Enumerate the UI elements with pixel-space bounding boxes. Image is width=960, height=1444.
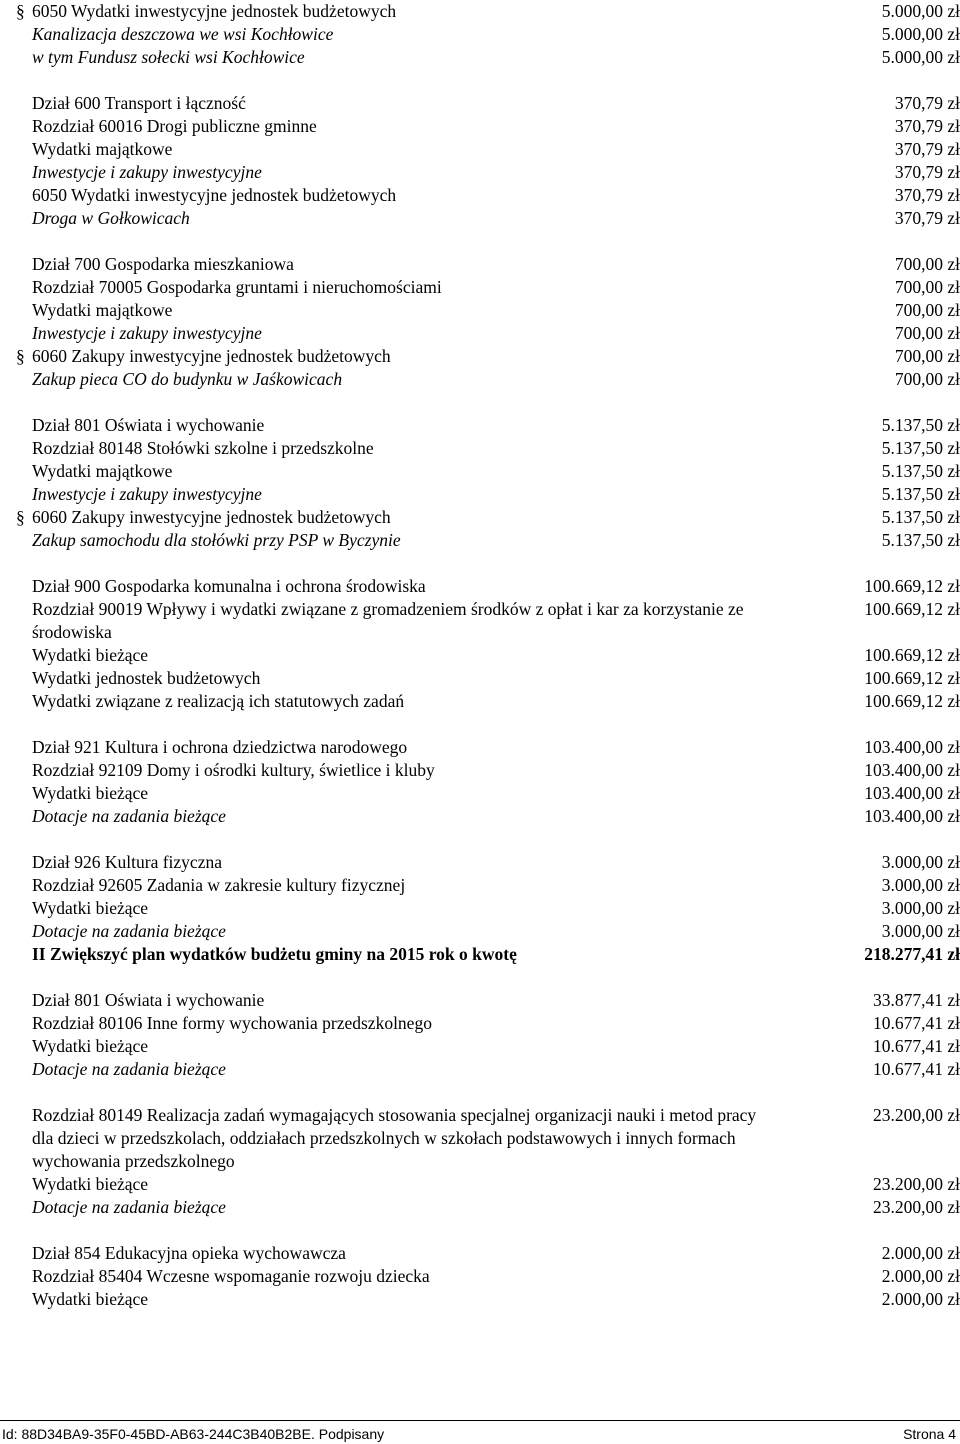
budget-row: [32, 575, 960, 598]
page-number: Strona 4: [903, 1426, 956, 1442]
budget-row-label: Wydatki bieżące: [32, 1289, 149, 1309]
budget-row-amount: 5.000,00 zł: [881, 24, 960, 44]
budget-row: [32, 437, 960, 460]
budget-row-amount: 700,00 zł: [894, 346, 960, 366]
budget-row-amount: 33.877,41 zł: [872, 990, 960, 1010]
budget-row-amount: 5.137,50 zł: [881, 484, 960, 504]
budget-row: [32, 368, 960, 391]
budget-row: [32, 276, 960, 299]
budget-row: [32, 920, 960, 943]
budget-row: [32, 1058, 960, 1081]
budget-row: [32, 644, 960, 667]
budget-row: [32, 667, 960, 690]
budget-row-label: Droga w Gołkowicach: [32, 208, 190, 228]
budget-row-label: Inwestycje i zakupy inwestycyjne: [32, 323, 262, 343]
budget-row-amount: 5.137,50 zł: [881, 530, 960, 550]
budget-row-amount: 23.200,00 zł: [872, 1174, 960, 1194]
budget-row-label: Rozdział 85404 Wczesne wspomaganie rozwoju dziecka: [32, 1266, 430, 1286]
budget-row-amount: 700,00 zł: [894, 323, 960, 343]
budget-row: [32, 1104, 960, 1173]
budget-row-amount: 100.669,12 zł: [864, 576, 960, 596]
budget-row-label: II Zwiększyć plan wydatków budżetu gminy na 2015 rok o kwotę: [32, 944, 517, 964]
budget-row-amount: 10.677,41 zł: [872, 1036, 960, 1056]
budget-row: [32, 92, 960, 115]
budget-row-label: 6050 Wydatki inwestycyjne jednostek budżetowych: [32, 185, 397, 205]
budget-row-amount: 370,79 zł: [894, 208, 960, 228]
budget-row-label: Rozdział 70005 Gospodarka gruntami i nieruchomościami: [32, 277, 442, 297]
budget-row-label: Dział 600 Transport i łączność: [32, 93, 246, 113]
budget-row: [32, 690, 960, 713]
budget-row-label: Inwestycje i zakupy inwestycyjne: [32, 162, 262, 182]
budget-row: [32, 598, 960, 644]
budget-row-label: Wydatki jednostek budżetowych: [32, 668, 261, 688]
budget-row-label: Wydatki związane z realizacją ich statutowych zadań: [32, 691, 405, 711]
budget-row-label: Dotacje na zadania bieżące: [32, 921, 226, 941]
budget-row: [32, 115, 960, 138]
budget-row-label: Wydatki majątkowe: [32, 300, 173, 320]
page-footer: [0, 1424, 960, 1444]
budget-row: [32, 299, 960, 322]
budget-row-label: Inwestycje i zakupy inwestycyjne: [32, 484, 262, 504]
budget-row: [32, 161, 960, 184]
budget-row-label: 6060 Zakupy inwestycyjne jednostek budżetowych: [32, 346, 391, 366]
budget-row-label: Dział 801 Oświata i wychowanie: [32, 415, 265, 435]
budget-row: [32, 874, 960, 897]
budget-row: [32, 897, 960, 920]
budget-row-amount: 100.669,12 zł: [864, 599, 960, 619]
budget-row-amount: 103.400,00 zł: [864, 737, 960, 757]
budget-row-amount: 2.000,00 zł: [881, 1243, 960, 1263]
budget-row-label: w tym Fundusz sołecki wsi Kochłowice: [32, 47, 305, 67]
budget-row-label: Dotacje na zadania bieżące: [32, 1059, 226, 1079]
budget-row-amount: 700,00 zł: [894, 277, 960, 297]
budget-row: [32, 759, 960, 782]
budget-row-amount: 5.137,50 zł: [881, 438, 960, 458]
budget-row-label: 6060 Zakupy inwestycyjne jednostek budżetowych: [32, 507, 391, 527]
budget-row-amount: 10.677,41 zł: [872, 1059, 960, 1079]
budget-row: [32, 1173, 960, 1196]
budget-row-amount: 370,79 zł: [894, 185, 960, 205]
budget-row-amount: 23.200,00 zł: [872, 1197, 960, 1217]
budget-row: [32, 736, 960, 759]
budget-row: [32, 851, 960, 874]
budget-row-label: Rozdział 92605 Zadania w zakresie kultury fizycznej: [32, 875, 406, 895]
budget-row-label: Rozdział 80148 Stołówki szkolne i przedszkolne: [32, 438, 374, 458]
budget-row: [32, 46, 960, 69]
budget-row-label: Rozdział 80149 Realizacja zadań wymagających stosowania specjalnej organizacji nauki i metod pracy dla dzieci w przedszkolach, oddziałach przedszkolnych w szkołach podstawowych i innych formach wychowania przedszkolnego: [32, 1105, 757, 1171]
budget-row-amount: 5.000,00 zł: [881, 47, 960, 67]
budget-row: [32, 1196, 960, 1219]
budget-row-label: Rozdział 90019 Wpływy i wydatki związane z gromadzeniem środków z opłat i kar za korzystanie ze środowiska: [32, 599, 744, 642]
budget-row-label: 6050 Wydatki inwestycyjne jednostek budżetowych: [32, 1, 397, 21]
document-id: Id: 88D34BA9-35F0-45BD-AB63-244C3B40B2BE. Podpisany: [2, 1426, 385, 1442]
budget-row: [32, 207, 960, 230]
budget-row: [32, 138, 960, 161]
budget-row-amount: 100.669,12 zł: [864, 668, 960, 688]
budget-row-amount: 103.400,00 zł: [864, 760, 960, 780]
budget-row: [16, 345, 960, 368]
budget-row: [32, 483, 960, 506]
budget-row-label: Zakup samochodu dla stołówki przy PSP w Byczynie: [32, 530, 401, 550]
budget-row-amount: 10.677,41 zł: [872, 1013, 960, 1033]
budget-row-label: Kanalizacja deszczowa we wsi Kochłowice: [32, 24, 334, 44]
budget-row: [32, 253, 960, 276]
budget-row-amount: 2.000,00 zł: [881, 1266, 960, 1286]
budget-row-amount: 370,79 zł: [894, 93, 960, 113]
budget-row: [32, 1265, 960, 1288]
budget-row-label: Dział 926 Kultura fizyczna: [32, 852, 222, 872]
budget-row: [16, 506, 960, 529]
budget-row-label: Dział 854 Edukacyjna opieka wychowawcza: [32, 1243, 346, 1263]
budget-row: [32, 989, 960, 1012]
budget-row-amount: 218.277,41 zł: [864, 944, 960, 964]
budget-row: [32, 1035, 960, 1058]
budget-row: [32, 460, 960, 483]
budget-row-label: Wydatki majątkowe: [32, 461, 173, 481]
budget-row-amount: 700,00 zł: [894, 369, 960, 389]
budget-row-label: Dział 900 Gospodarka komunalna i ochrona środowiska: [32, 576, 426, 596]
budget-row-label: Wydatki bieżące: [32, 783, 149, 803]
budget-row-label: Dotacje na zadania bieżące: [32, 806, 226, 826]
budget-row-label: Wydatki bieżące: [32, 645, 149, 665]
budget-row-amount: 370,79 zł: [894, 116, 960, 136]
budget-row-label: Dotacje na zadania bieżące: [32, 1197, 226, 1217]
budget-row: [32, 1288, 960, 1311]
budget-row-amount: 2.000,00 zł: [881, 1289, 960, 1309]
budget-row: [32, 322, 960, 345]
budget-row-amount: 100.669,12 zł: [864, 691, 960, 711]
budget-row-amount: 5.137,50 zł: [881, 415, 960, 435]
budget-row: [32, 23, 960, 46]
budget-row-label: Wydatki bieżące: [32, 1174, 149, 1194]
budget-row-label: Dział 700 Gospodarka mieszkaniowa: [32, 254, 294, 274]
budget-row: [32, 943, 960, 966]
budget-row-amount: 5.137,50 zł: [881, 507, 960, 527]
budget-row-amount: 3.000,00 zł: [881, 898, 960, 918]
budget-row-label: Zakup pieca CO do budynku w Jaśkowicach: [32, 369, 343, 389]
budget-row-label: Rozdział 60016 Drogi publiczne gminne: [32, 116, 317, 136]
budget-row-amount: 100.669,12 zł: [864, 645, 960, 665]
budget-row-amount: 5.137,50 zł: [881, 461, 960, 481]
budget-row: [32, 1242, 960, 1265]
budget-row-label: Rozdział 92109 Domy i ośrodki kultury, świetlice i kluby: [32, 760, 435, 780]
budget-row: [16, 0, 960, 23]
budget-row-amount: 23.200,00 zł: [872, 1105, 960, 1125]
budget-row: [32, 414, 960, 437]
budget-row-label: Dział 921 Kultura i ochrona dziedzictwa narodowego: [32, 737, 408, 757]
budget-row-amount: 700,00 zł: [894, 254, 960, 274]
budget-row-label: Wydatki bieżące: [32, 1036, 149, 1056]
paragraph-sign-icon: §: [16, 1, 25, 21]
budget-row-amount: 5.000,00 zł: [881, 1, 960, 21]
budget-row: [32, 1012, 960, 1035]
budget-row-label: Rozdział 80106 Inne formy wychowania przedszkolnego: [32, 1013, 432, 1033]
budget-row-label: Dział 801 Oświata i wychowanie: [32, 990, 265, 1010]
budget-row-amount: 370,79 zł: [894, 139, 960, 159]
budget-row-amount: 103.400,00 zł: [864, 783, 960, 803]
budget-row-amount: 370,79 zł: [894, 162, 960, 182]
budget-row: [32, 805, 960, 828]
budget-row-amount: 103.400,00 zł: [864, 806, 960, 826]
budget-row-amount: 3.000,00 zł: [881, 875, 960, 895]
budget-row: [32, 529, 960, 552]
budget-row-label: Wydatki majątkowe: [32, 139, 173, 159]
budget-row-amount: 700,00 zł: [894, 300, 960, 320]
budget-row-amount: 3.000,00 zł: [881, 852, 960, 872]
budget-row: [32, 782, 960, 805]
footer-divider: [0, 1420, 960, 1421]
budget-row-label: Wydatki bieżące: [32, 898, 149, 918]
paragraph-sign-icon: §: [16, 346, 25, 366]
budget-row: [32, 184, 960, 207]
budget-row-amount: 3.000,00 zł: [881, 921, 960, 941]
paragraph-sign-icon: §: [16, 507, 25, 527]
